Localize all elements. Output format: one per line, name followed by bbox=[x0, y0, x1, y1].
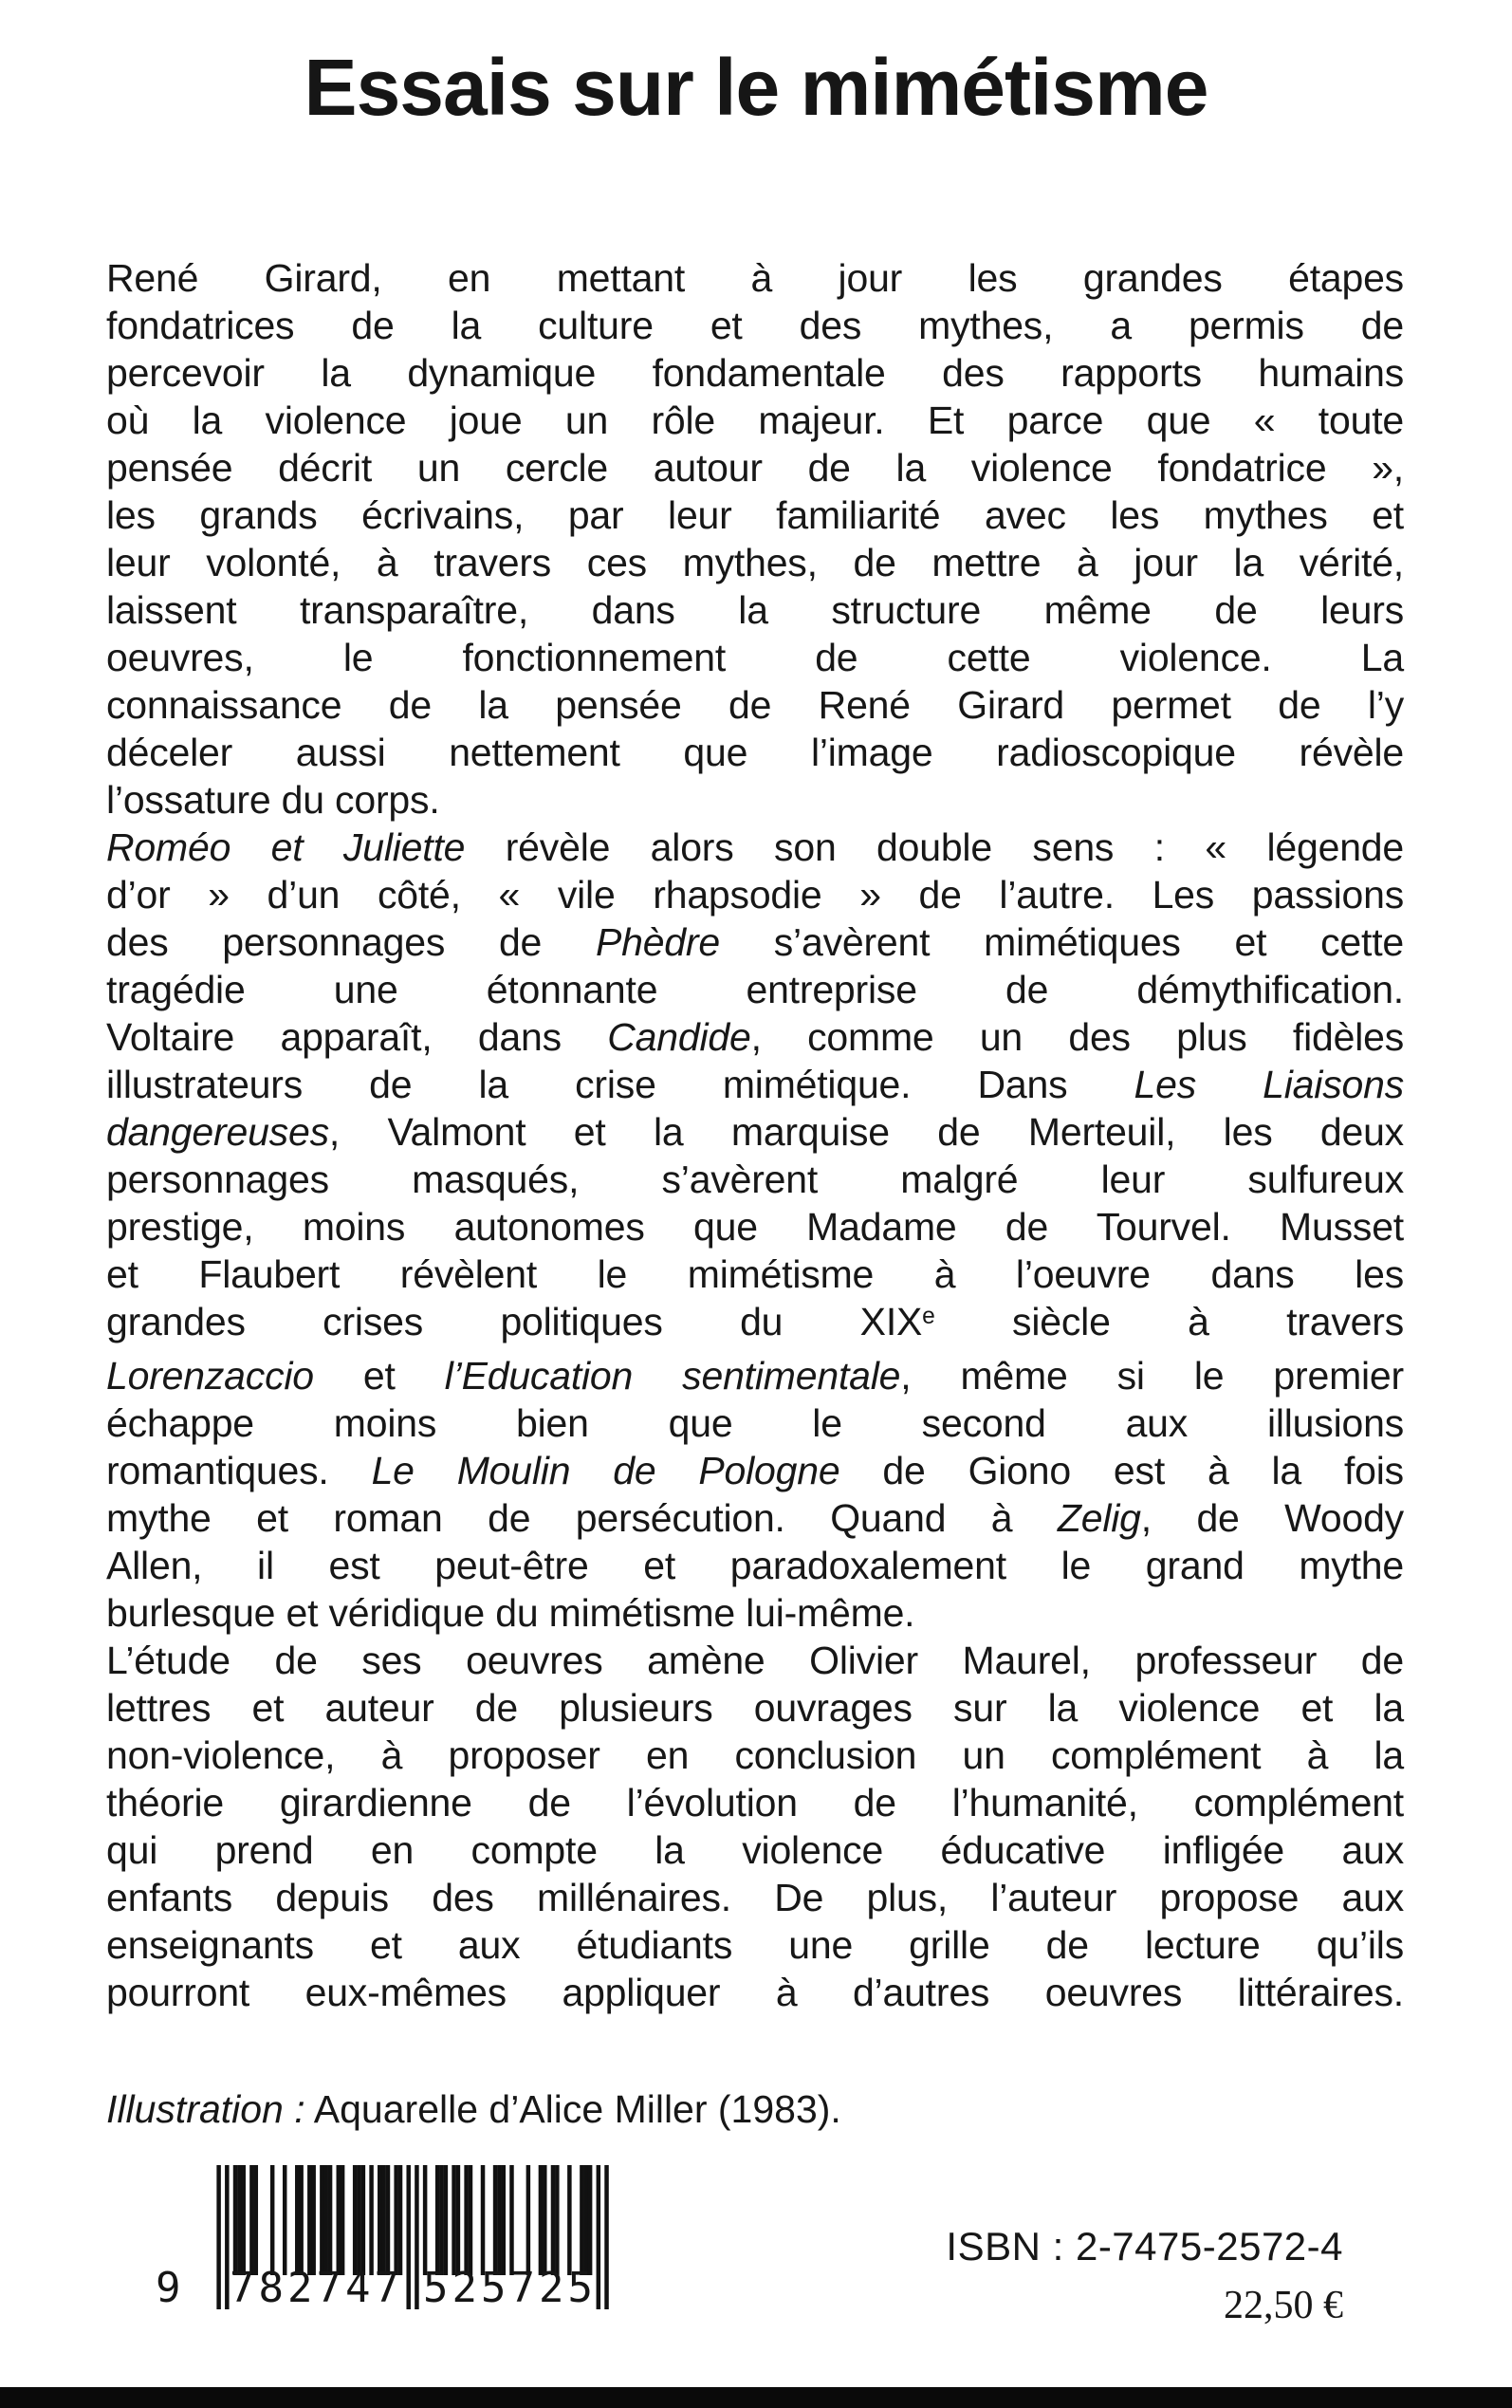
isbn-price-block bbox=[946, 2224, 1343, 2328]
text-line: Roméo et Juliette révèle alors son double sens : « légende bbox=[106, 825, 1404, 869]
text-line: d’or » d’un côté, « vile rhapsodie » de l’autre. Les passions bbox=[106, 873, 1404, 917]
text-line: Voltaire apparaît, dans Candide, comme un des plus fidèles bbox=[106, 1015, 1405, 1059]
text-line: lettres et auteur de plusieurs ouvrages sur la violence et la bbox=[106, 1686, 1404, 1730]
text-line: mythe et roman de persécution. Quand à Zelig, de Woody bbox=[106, 1496, 1404, 1540]
text-line: et Flaubert révèlent le mimétisme à l’oeuvre dans les bbox=[106, 1252, 1404, 1296]
text-line: romantiques. Le Moulin de Pologne de Giono est à la fois bbox=[106, 1449, 1404, 1492]
text-line: tragédie une étonnante entreprise de démythification. bbox=[106, 968, 1404, 1011]
text-line: oeuvres, le fonctionnement de cette violence. La bbox=[106, 636, 1404, 679]
text-line: enfants depuis des millénaires. De plus, l’auteur propose aux bbox=[106, 1876, 1404, 1919]
text-line: connaissance de la pensée de René Girard permet de l’y bbox=[106, 683, 1404, 727]
text-line: des personnages de Phèdre s’avèrent mimétiques et cette bbox=[106, 920, 1404, 964]
paragraph bbox=[106, 824, 1404, 1637]
text-line: illustrateurs de la crise mimétique. Dans Les Liaisons bbox=[106, 1063, 1404, 1106]
text-line: Allen, il est peut-être et paradoxalement le grand mythe bbox=[106, 1544, 1404, 1587]
barcode-first-digit: 9 bbox=[156, 2264, 181, 2312]
isbn-text: ISBN : 2-7475-2572-4 bbox=[946, 2224, 1343, 2269]
back-cover-text bbox=[106, 254, 1404, 2016]
text-line: enseignants et aux étudiants une grille de lecture qu’ils bbox=[106, 1923, 1404, 1967]
book-title: Essais sur le mimétisme bbox=[304, 43, 1208, 132]
illustration-label: Illustration : bbox=[106, 2087, 305, 2131]
text-line: dangereuses, Valmont et la marquise de Merteuil, les deux bbox=[106, 1110, 1404, 1154]
text-line: non-violence, à proposer en conclusion un complément à la bbox=[106, 1733, 1404, 1777]
illustration-credit bbox=[106, 2087, 841, 2132]
barcode-right-digits: 525725 bbox=[423, 2264, 597, 2312]
page-bottom-edge bbox=[0, 2387, 1512, 2408]
text-line: burlesque et véridique du mimétisme lui-même. bbox=[106, 1591, 915, 1635]
text-line: laissent transparaître, dans la structure même de leurs bbox=[106, 588, 1404, 632]
barcode bbox=[133, 2165, 612, 2319]
paragraph bbox=[106, 254, 1404, 824]
text-line: théorie girardienne de l’évolution de l’humanité, complément bbox=[106, 1781, 1404, 1825]
paragraph bbox=[106, 1637, 1404, 2016]
text-line: percevoir la dynamique fondamentale des rapports humains bbox=[106, 351, 1404, 395]
text-line: Lorenzaccio et l’Education sentimentale, même si le premier bbox=[106, 1354, 1404, 1398]
price-text: 22,50 € bbox=[1224, 2284, 1343, 2327]
text-line: pensée décrit un cercle autour de la violence fondatrice », bbox=[106, 446, 1404, 490]
text-line: où la violence joue un rôle majeur. Et parce que « toute bbox=[106, 398, 1404, 442]
text-line: déceler aussi nettement que l’image radioscopique révèle bbox=[106, 731, 1404, 774]
text-line: René Girard, en mettant à jour les grandes étapes bbox=[106, 256, 1404, 300]
text-line: leur volonté, à travers ces mythes, de mettre à jour la vérité, bbox=[106, 541, 1404, 584]
text-line: grandes crises politiques du XIXe siècle à travers bbox=[106, 1300, 1404, 1343]
text-line: personnages masqués, s’avèrent malgré leur sulfureux bbox=[106, 1158, 1404, 1201]
illustration-text: Aquarelle d’Alice Miller (1983). bbox=[304, 2087, 841, 2131]
text-line: fondatrices de la culture et des mythes, a permis de bbox=[106, 304, 1404, 347]
text-line: échappe moins bien que le second aux illusions bbox=[106, 1401, 1404, 1445]
text-line: prestige, moins autonomes que Madame de Tourvel. Musset bbox=[106, 1205, 1404, 1249]
text-line: L’étude de ses oeuvres amène Olivier Maurel, professeur de bbox=[106, 1639, 1404, 1682]
text-line: les grands écrivains, par leur familiarité avec les mythes et bbox=[106, 493, 1404, 537]
text-line: l’ossature du corps. bbox=[106, 778, 440, 822]
text-line: qui prend en compte la violence éducative infligée aux bbox=[106, 1828, 1404, 1872]
text-line: pourront eux-mêmes appliquer à d’autres oeuvres littéraires. bbox=[106, 1971, 1404, 2014]
barcode-left-digits: 782747 bbox=[230, 2264, 403, 2312]
